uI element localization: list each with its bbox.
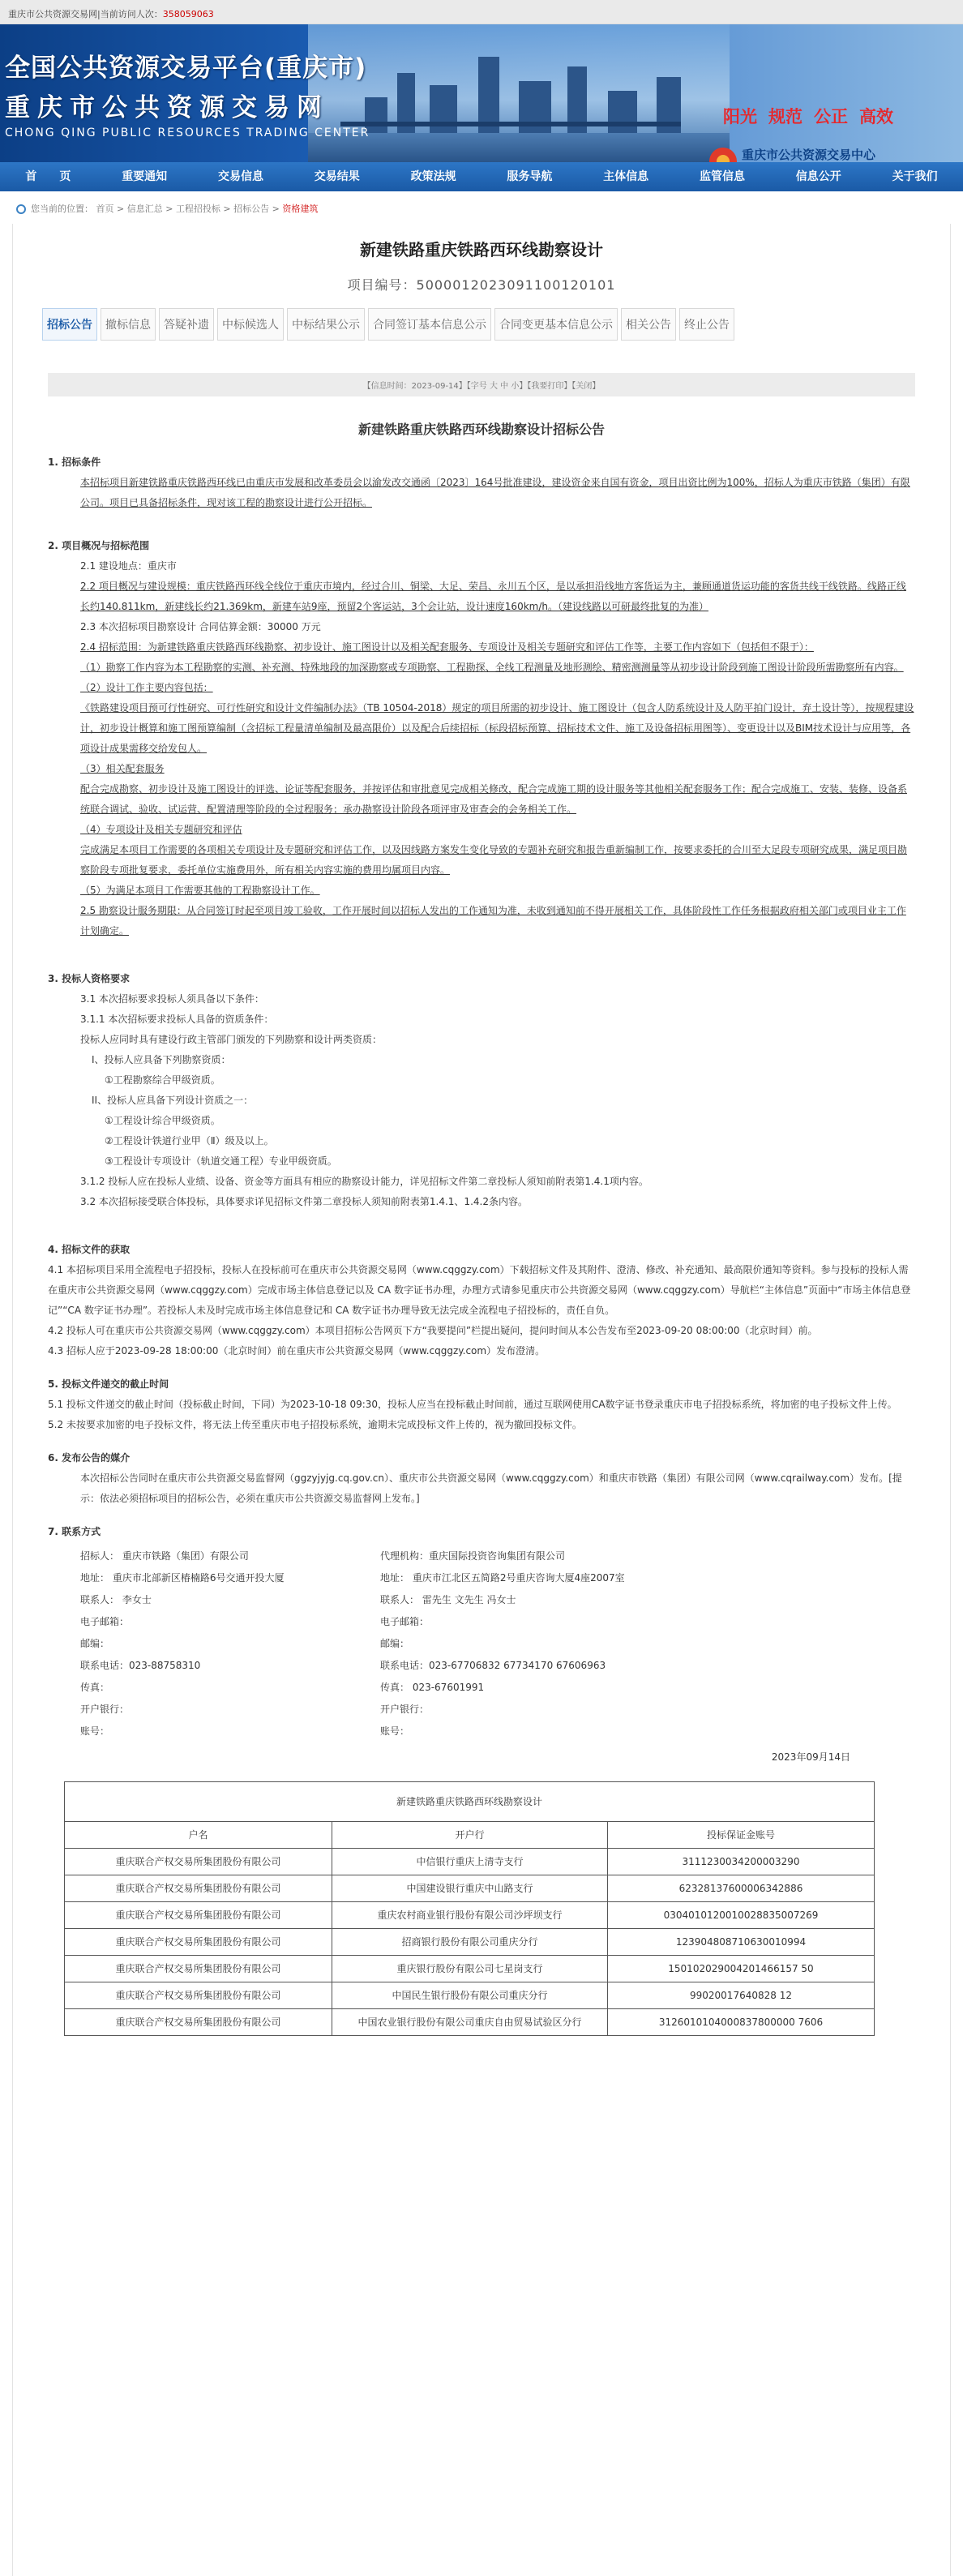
nav-notices[interactable]: 重要通知 (122, 170, 168, 183)
table-header: 投标保证金账号 (608, 1822, 875, 1849)
header-banner (0, 24, 963, 162)
site-title-line2: 重庆市公共资源交易网 (5, 93, 329, 122)
paragraph: 4.3 招标人应于2023-09-28 18:00:00（北京时间）前在重庆市公共资源交易网（www.cqggzy.com）发布澄清。 (48, 1345, 546, 1357)
tab-award-result[interactable]: 中标结果公示 (287, 308, 365, 341)
contact-line: 联系人： 雷先生 文先生 冯女士 (380, 1594, 516, 1605)
table-row (65, 1982, 875, 2009)
paragraph: 2.4 招标范围：为新建铁路重庆铁路西环线勘察、初步设计、施工图设计以及相关配套服务、专项设计及相关专题研究和评估工作等，主要工作内容如下（包括但不限于）： (80, 641, 814, 653)
paragraph: 3.1 本次招标要求投标人须具备以下条件： (80, 993, 264, 1005)
paragraph: 2.1 建设地点：重庆市 (80, 560, 177, 572)
site-title (5, 47, 370, 139)
contact-line: 账号： (380, 1725, 410, 1737)
breadcrumb-item[interactable]: 招标公告 (233, 204, 270, 214)
paragraph: （2）设计工作主要内容包括： (80, 682, 213, 693)
project-number: 项目编号：5000012023091100120101 (347, 277, 616, 293)
breadcrumb: 您当前的位置： 首页 > 信息汇总 > 工程招投标 > 招标公告 > 资格建筑 (0, 191, 963, 224)
nav-home[interactable]: 首 页 (25, 170, 71, 183)
account-holder: 重庆联合产权交易所集团股份有限公司 (65, 1902, 332, 1929)
bank-branch: 重庆农村商业银行股份有限公司沙坪坝支行 (332, 1902, 608, 1929)
tab-candidates[interactable]: 中标候选人 (217, 308, 284, 341)
account-holder: 重庆联合产权交易所集团股份有限公司 (65, 1982, 332, 2009)
section-heading: 3. 投标人资格要求 (48, 973, 131, 984)
tab-termination[interactable]: 终止公告 (679, 308, 734, 341)
top-bar (0, 0, 963, 24)
paragraph: 3.1.2 投标人应在投标人业绩、设备、资金等方面具有相应的勘察设计能力，详见招标文件第二章投标人须知前附表第1.4.1项内容。 (80, 1176, 648, 1187)
table-header: 开户行 (332, 1822, 608, 1849)
bank-branch: 中信银行重庆上清寺支行 (332, 1849, 608, 1875)
nav-supervision[interactable]: 监管信息 (699, 170, 745, 183)
paragraph: 完成满足本项目工作需要的各项相关专项设计及专题研究和评估工作，以及因线路方案发生变化导致的专题补充研究和报告重新编制工作，按要求委托的合川至大足段专项研究成果，满足项目勘察阶段专项批复要求，委托单位实施费用外，所有相关内容实施的费用均属项目内容。 (80, 844, 908, 876)
paragraph: 本次招标公告同时在重庆市公共资源交易监督网（ggzyjyjg.cq.gov.cn）、重庆市公共资源交易网（www.cqggzy.com）和重庆市铁路（集团）有限公司网（www.cqrailway.com）发布。[提示：依法必须招标项目的招标公告，必须在重庆市公共资源交易监督网上发布。] (80, 1472, 902, 1504)
nav-service[interactable]: 服务导航 (507, 170, 553, 183)
contact-line: 电子邮箱： (380, 1616, 430, 1627)
paragraph: 配合完成勘察、初步设计及施工图设计的评选、论证等配套服务，并按评估和审批意见完成相关修改，配合完成施工期的设计服务等其他相关配套服务工作；配合完成施工、安装、装修、设备系统联合调试、验收、试运营、配置清理等阶段的全过程服务；承办勘察设计阶段各项评审及审查会的会务相关工作。 (80, 783, 908, 815)
contact-line: 联系电话：023-88758310 (80, 1660, 201, 1671)
tab-contract-change[interactable]: 合同变更基本信息公示 (494, 308, 618, 341)
page-title: 新建铁路重庆铁路西环线勘察设计 (360, 240, 603, 259)
section-heading: 6. 发布公告的媒介 (48, 1452, 131, 1464)
nav-trade-info[interactable]: 交易信息 (217, 170, 263, 183)
bank-branch: 中国农业银行股份有限公司重庆自由贸易试验区分行 (332, 2009, 608, 2036)
paragraph: 2.5 勘察设计服务期限：从合同签订时起至项目竣工验收，工作开展时间以招标人发出的工作通知为准，未收到通知前不得开展相关工作，具体阶段性工作任务根据政府相关部门或项目业主工作计划确定。 (80, 905, 906, 937)
visit-count: 358059063 (162, 9, 214, 19)
slogan: 高效 (859, 107, 893, 126)
tab-contract-signed[interactable]: 合同签订基本信息公示 (368, 308, 491, 341)
paragraph: 5.1 投标文件递交的截止时间（投标截止时间，下同）为2023-10-18 09:30，投标人应当在投标截止时间前，通过互联网使用CA数字证书登录重庆市电子招投标系统，将加密的电子投标文件上传。 (48, 1399, 897, 1410)
contact-line: 联系电话：023-67706832 67734170 67606963 (380, 1660, 606, 1671)
content-panel (12, 224, 951, 2576)
paragraph: II、投标人应具备下列设计资质之一： (92, 1095, 254, 1106)
breadcrumb-item[interactable]: 首页 (96, 204, 114, 214)
table-row (65, 1902, 875, 1929)
notice-title: 新建铁路重庆铁路西环线勘察设计招标公告 (357, 422, 605, 437)
section-heading: 5. 投标文件递交的截止时间 (48, 1378, 169, 1390)
contact-line: 联系人： 李女士 (80, 1594, 152, 1605)
paragraph: 2.2 项目概况与建设规模：重庆铁路西环线全线位于重庆市境内，经过合川、铜梁、大足、荣昌、永川五个区，是以承担沿线地方客货运为主，兼顾通道货运功能的客货共线干线铁路。线路正线长约140.811km，新建线长约21.369km，新建车站9座，预留2个客运站，3个会让站，设计速度160km/h。（建设线路以可研最终批复的为准） (80, 581, 906, 612)
contact-line: 地址： 重庆市北部新区椿楠路6号交通开投大厦 (80, 1572, 285, 1584)
paragraph: 5.2 未按要求加密的电子投标文件，将无法上传至重庆市电子招投标系统，逾期未完成投标文件上传的，视为撤回投标文件。 (48, 1419, 582, 1430)
paragraph: 本招标项目新建铁路重庆铁路西环线已由重庆市发展和改革委员会以渝发改交通函〔2023〕164号批准建设，建设资金来自国有资金，项目出资比例为100%，招标人为重庆市铁路（集团）有限公司。项目已具备招标条件，现对该工程的勘察设计进行公开招标。 (80, 477, 910, 508)
paragraph: ②工程设计铁道行业甲（Ⅱ）级及以上。 (105, 1135, 274, 1147)
notice-date: 2023年09月14日 (771, 1751, 850, 1763)
account-number: 123904808710630010994 (608, 1929, 875, 1956)
table-row (65, 1956, 875, 1982)
slogan: 公正 (814, 107, 848, 126)
table-row (65, 1929, 875, 1956)
table-row (65, 1875, 875, 1902)
account-number: 99020017640828 12 (608, 1982, 875, 2009)
account-holder: 重庆联合产权交易所集团股份有限公司 (65, 1929, 332, 1956)
section-heading: 4. 招标文件的获取 (48, 1244, 131, 1255)
org-block (742, 146, 875, 162)
nav-trade-results[interactable]: 交易结果 (314, 170, 360, 183)
location-icon (16, 204, 26, 214)
tab-qa[interactable]: 答疑补遗 (159, 308, 214, 341)
contact-line: 地址： 重庆市江北区五简路2号重庆咨询大厦4座2007室 (380, 1572, 625, 1584)
main-nav (0, 162, 963, 191)
account-holder: 重庆联合产权交易所集团股份有限公司 (65, 1849, 332, 1875)
tab-bar (42, 308, 950, 341)
slogan: 规范 (768, 107, 802, 126)
paragraph: （3）相关配套服务 (80, 763, 165, 774)
paragraph: ③工程设计专项设计（轨道交通工程）专业甲级资质。 (105, 1155, 337, 1167)
contact-line: 招标人： 重庆市铁路（集团）有限公司 (80, 1550, 249, 1562)
table-header: 户名 (65, 1822, 332, 1849)
bank-branch: 重庆银行股份有限公司七星岗支行 (332, 1956, 608, 1982)
paragraph: 投标人应同时具有建设行政主管部门颁发的下列勘察和设计两类资质： (80, 1034, 383, 1045)
notice-document (48, 373, 915, 2036)
account-number: 3126010104000837800000 7606 (608, 2009, 875, 2036)
contact-grid (48, 1545, 915, 1742)
site-title-line1: 全国公共资源交易平台(重庆市) (5, 54, 367, 83)
table-row (65, 2009, 875, 2036)
nav-policy[interactable]: 政策法规 (410, 170, 456, 183)
account-holder: 重庆联合产权交易所集团股份有限公司 (65, 1875, 332, 1902)
breadcrumb-current: 资格建筑 (282, 204, 319, 214)
nav-disclosure[interactable]: 信息公开 (795, 170, 841, 183)
tab-withdrawal[interactable]: 撤标信息 (101, 308, 156, 341)
paragraph: 《铁路建设项目预可行性研究、可行性研究和设计文件编制办法》（TB 10504-2018）规定的项目所需的初步设计、施工图设计（包含人防系统设计及人防平拍门设计，弃土设计等），按规程建设计，初步设计概算和施工图预算编制（含招标工程量清单编制及最高限价）以及配合后续招标（标段招标预算、招标技术文件、施工及设备招标用图等）、变更设计以及BIM技术设计与应用等，各项设计成果需移交给发包人。 (80, 702, 914, 754)
paragraph: 3.2 本次招标接受联合体投标，具体要求详见招标文件第二章投标人须知前附表第1.4.1、1.4.2条内容。 (80, 1196, 528, 1207)
paragraph: I、投标人应具备下列勘察资质： (92, 1054, 231, 1065)
paragraph: 3.1.1 本次招标要求投标人具备的资质条件： (80, 1014, 274, 1025)
section-heading: 7. 联系方式 (48, 1526, 101, 1537)
contact-line: 账号： (80, 1725, 110, 1737)
account-number: 0304010120010028835007269 (608, 1902, 875, 1929)
account-number: 3111230034200003290 (608, 1849, 875, 1875)
tab-related[interactable]: 相关公告 (621, 308, 676, 341)
paragraph: （4）专项设计及相关专题研究和评估 (80, 824, 242, 835)
breadcrumb-item[interactable]: 信息汇总 (126, 204, 163, 214)
account-number: 62328137600006342886 (608, 1875, 875, 1902)
paragraph: 4.1 本招标项目采用全流程电子招投标，投标人在投标前可在重庆市公共资源交易网（www.cqggzy.com）下载招标文件及其附件、澄清、修改、补充通知、最高限价通知等资料。参与投标的投标人需在重庆市公共资源交易网（www.cqggzy.com）完成市场主体信息登记以及 CA 数字证书办理，办理方式请参见重庆市公共资源交易网（www.cqggzy.com）导航栏“主体信息”页面中“市场主体信息登记”“CA 数字证书办理”。若投标人未及时完成市场主体信息登记和 CA 数字证书办理导致无法完成全流程电子招投标的，责任自负。 (48, 1264, 911, 1316)
slogans (723, 104, 905, 128)
contact-line: 传真： (80, 1682, 110, 1693)
paragraph: 2.3 本次招标项目勘察设计 合同估算金额：30000 万元 (80, 621, 321, 632)
contact-line: 电子邮箱： (80, 1616, 130, 1627)
site-title-en: CHONG QING PUBLIC RESOURCES TRADING CENTER (5, 126, 370, 139)
section-heading: 2. 项目概况与招标范围 (48, 540, 150, 551)
paragraph: ①工程勘察综合甲级资质。 (105, 1074, 220, 1086)
deposit-account-table (64, 1781, 875, 2036)
section-heading: 1. 招标条件 (48, 456, 101, 468)
account-holder: 重庆联合产权交易所集团股份有限公司 (65, 1956, 332, 1982)
contact-line: 传真： 023-67601991 (380, 1682, 485, 1693)
nav-about[interactable]: 关于我们 (892, 170, 938, 183)
bank-branch: 中国民生银行股份有限公司重庆分行 (332, 1982, 608, 2009)
slogan: 阳光 (723, 107, 757, 126)
tab-tender-notice[interactable]: 招标公告 (42, 308, 97, 341)
notice-meta: 【信息时间：2023-09-14】【字号 大 中 小】【我要打印】【关闭】 (48, 373, 915, 396)
breadcrumb-label: 您当前的位置： (31, 204, 93, 214)
nav-entity[interactable]: 主体信息 (603, 170, 649, 183)
account-number: 150102029004201466157 50 (608, 1956, 875, 1982)
bank-branch: 招商银行股份有限公司重庆分行 (332, 1929, 608, 1956)
site-label: 重庆市公共资源交易网|当前访问人次： (8, 9, 163, 19)
table-row (65, 1849, 875, 1875)
contact-line: 邮编： (80, 1638, 110, 1649)
contact-line: 开户银行： (80, 1704, 130, 1715)
contact-line: 代理机构：重庆国际投资咨询集团有限公司 (380, 1550, 566, 1562)
paragraph: ①工程设计综合甲级资质。 (105, 1115, 220, 1126)
breadcrumb-item[interactable]: 工程招投标 (175, 204, 220, 214)
paragraph: （5）为满足本项目工作需要其他的工程勘察设计工作。 (80, 885, 320, 896)
table-caption: 新建铁路重庆铁路西环线勘察设计 (65, 1782, 875, 1822)
org-name: 重庆市公共资源交易中心 (742, 148, 876, 162)
paragraph: 4.2 投标人可在重庆市公共资源交易网（www.cqggzy.com）本项目招标公告网页下方“我要提问”栏提出疑问，提问时间从本公告发布至2023-09-20 08:00:00（北京时间）前。 (48, 1325, 818, 1336)
contact-line: 开户银行： (380, 1704, 430, 1715)
bank-branch: 中国建设银行重庆中山路支行 (332, 1875, 608, 1902)
contact-line: 邮编： (380, 1638, 410, 1649)
account-holder: 重庆联合产权交易所集团股份有限公司 (65, 2009, 332, 2036)
paragraph: （1）勘察工作内容为本工程勘察的实测、补充测、特殊地段的加深勘察或专项勘察、工程勘探、全线工程测量及地形测绘、精密测测量等从初步设计阶段到施工图设计阶段所需勘察所有内容。 (80, 662, 904, 673)
